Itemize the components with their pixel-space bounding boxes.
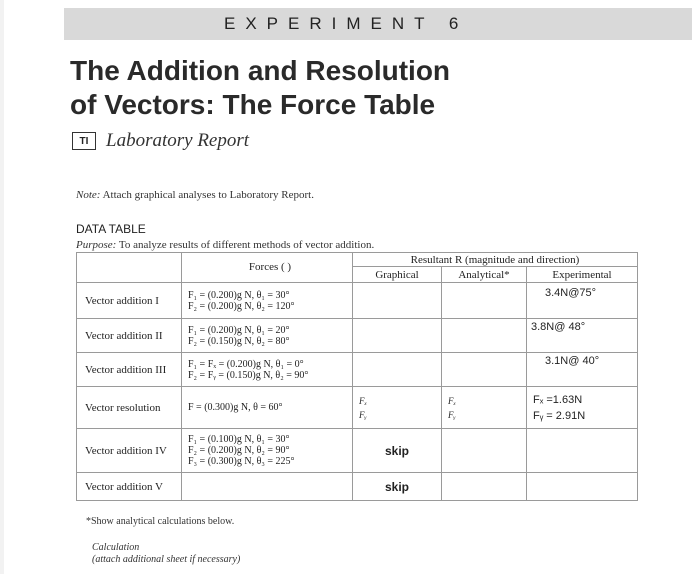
calculation-section [92,542,240,566]
fy-value: Fᵧ = 2.91N [533,409,586,422]
ti-logo-icon: TI [72,132,96,150]
table-row [77,283,638,319]
forces-header: Forces ( ) [182,253,353,283]
experimental-cell[interactable] [527,473,638,501]
row-label: Vector addition V [77,473,182,501]
experimental-cell[interactable]: 3.4N@75° [527,283,638,319]
analytical-cell[interactable] [442,353,527,387]
force-line: F₃ = (0.300)g N, θ₃ = 225° [188,456,295,467]
force-cell [182,319,353,353]
table-row [77,473,638,501]
force-line: F₁ = (0.100)g N, θ₁ = 30° [188,434,290,445]
graphical-header: Graphical [353,267,442,283]
fx-label: Fₓ [359,395,368,406]
analytical-cell[interactable] [442,429,527,473]
analytical-cell[interactable] [442,387,527,429]
graphical-cell[interactable]: skip [353,429,442,473]
resultant-header: Resultant R (magnitude and direction) [353,253,638,267]
table-row [77,429,638,473]
graphical-cell[interactable]: skip [353,473,442,501]
experiment-banner-text: EXPERIMENT 6 [224,14,469,33]
row-label: Vector addition II [77,319,182,353]
page-edge [0,0,4,574]
page-title [70,54,450,122]
force-line: F₂ = (0.150)g N, θ₂ = 80° [188,335,290,347]
experimental-cell[interactable]: 3.1N@ 40° [527,353,638,387]
calculation-hint: (attach additional sheet if necessary) [92,554,241,565]
force-cell [182,283,353,319]
experimental-cell[interactable]: 3.8N@ 48° [527,319,638,353]
purpose-text [76,239,374,251]
force-cell [182,387,353,429]
table-row [77,319,638,353]
experiment-banner [64,8,692,40]
purpose-body: To analyze results of different methods of vector addition. [118,239,375,251]
analytical-cell[interactable] [442,473,527,501]
table-row [77,353,638,387]
experimental-header: Experimental [527,267,638,283]
note-body: Attach graphical analyses to Laboratory Report. [102,189,314,201]
fy-label: Fᵧ [359,409,367,420]
graphical-cell[interactable] [353,353,442,387]
calculation-label: Calculation [92,542,140,553]
experimental-cell[interactable] [527,429,638,473]
force-line: F₁ = (0.200)g N, θ₁ = 30° [188,289,290,301]
force-cell [182,353,353,387]
graphical-cell[interactable] [353,387,442,429]
fy-label: Fᵧ [448,409,456,420]
force-line: F₁ = (0.200)g N, θ₁ = 20° [188,324,290,336]
lab-report-label: Laboratory Report [106,130,250,151]
analytical-header: Analytical* [442,267,527,283]
note-lead: Note: [76,189,101,201]
header-row-1 [77,253,638,267]
table-row [77,387,638,429]
fx-label: Fₓ [448,395,457,406]
purpose-lead: Purpose: [76,239,117,251]
row-label: Vector addition IV [77,429,182,473]
graphical-cell[interactable] [353,319,442,353]
experimental-cell[interactable] [527,387,638,429]
note-text [76,189,314,201]
force-line: F₂ = Fᵧ = (0.150)g N, θ₂ = 90° [188,369,309,381]
graphical-cell[interactable] [353,283,442,319]
force-line: F₁ = Fₓ = (0.200)g N, θ₁ = 0° [188,358,304,370]
force-line: F = (0.300)g N, θ = 60° [188,402,283,413]
lab-report-heading [72,130,249,152]
row-label: Vector resolution [77,387,182,429]
data-table-heading: DATA TABLE [76,222,146,236]
row-label: Vector addition III [77,353,182,387]
analytical-footnote: *Show analytical calculations below. [86,516,235,527]
fx-value: Fₓ =1.63N [533,393,583,406]
page-title-line-2: of Vectors: The Force Table [70,89,436,120]
data-table [76,252,638,501]
force-cell [182,429,353,473]
force-line: F₂ = (0.200)g N, θ₂ = 90° [188,445,290,456]
analytical-cell[interactable] [442,283,527,319]
header-blank-cell [77,253,182,283]
row-label: Vector addition I [77,283,182,319]
force-cell [182,473,353,501]
page-title-line-1: The Addition and Resolution [70,55,451,86]
force-line: F₂ = (0.200)g N, θ₂ = 120° [188,300,295,312]
analytical-cell[interactable] [442,319,527,353]
